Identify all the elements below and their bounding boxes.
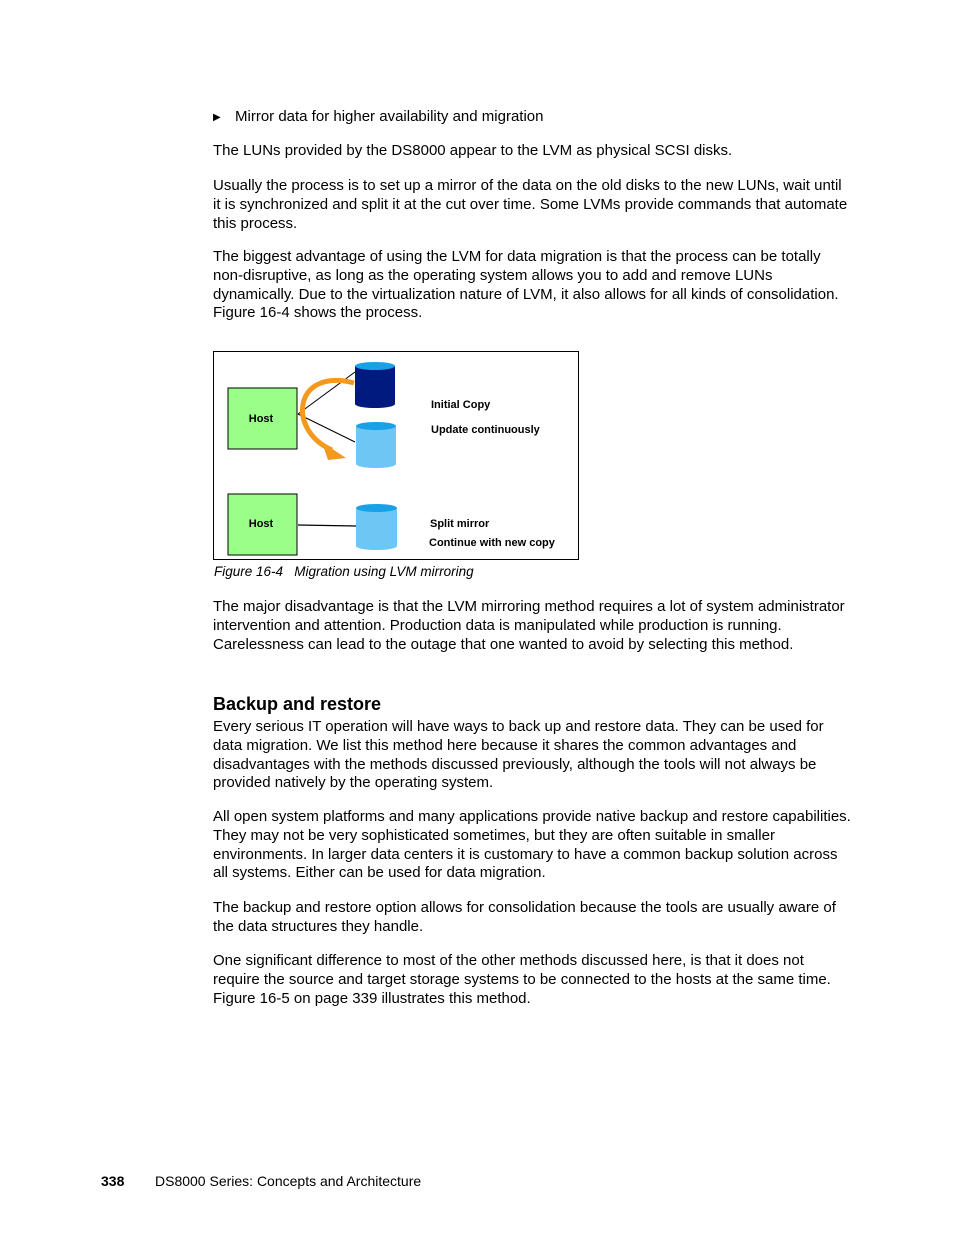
disk-source-dark-icon (355, 362, 395, 408)
copy-arrow-head-icon (322, 442, 346, 460)
host-label-bottom: Host (248, 518, 274, 530)
host-label-top: Host (248, 413, 274, 425)
paragraph-luns: The LUNs provided by the DS8000 appear to the LVM as physical SCSI disks. (213, 142, 733, 159)
label-split-mirror: Split mirror (430, 518, 490, 530)
book-title: DS8000 Series: Concepts and Architecture (155, 1173, 422, 1189)
paragraph-consolidation: The backup and restore option allows for consolidation because the tools are usually aware of the data structures they handle. (213, 899, 836, 935)
section-heading-backup-restore: Backup and restore (213, 694, 382, 714)
label-initial-copy: Initial Copy (431, 399, 491, 411)
figure-diagram (214, 352, 580, 561)
bullet-text: Mirror data for higher availability and migration (235, 108, 544, 125)
copy-arrow (302, 380, 354, 450)
figure-lvm-mirroring (213, 351, 579, 560)
label-update-continuously: Update continuously (431, 424, 540, 436)
page-number: 338 (101, 1173, 125, 1189)
paragraph-disadvantage: The major disadvantage is that the LVM mirroring method requires a lot of system administrator intervention and attention. Production data is manipulated while production is running. Carelessness can lead to the outage that one wanted to avoid by selecting this method. (213, 598, 845, 653)
bullet-triangle-icon: ▶ (213, 112, 221, 123)
paragraph-difference: One significant difference to most of the other methods discussed here, is that it does not require the source and target storage systems to be connected to the hosts at the same time. Figure 16-5 on page 339 illustrates this method. (213, 952, 831, 1007)
paragraph-mirror-process: Usually the process is to set up a mirror of the data on the old disks to the new LUNs, wait until it is synchronized and split it at the cut over time. Some LVMs provide commands that automate this process. (213, 177, 848, 232)
paragraph-native-backup: All open system platforms and many applications provide native backup and restore capabilities. They may not be very sophisticated sometimes, but they are often suitable in smaller environments. In larger data centers it is customary to have a common backup solution across all systems. Either can be used for data migration. (213, 808, 851, 882)
figure-caption: Figure 16-4 Migration using LVM mirroring (214, 564, 474, 579)
disk-new-copy-icon (356, 504, 397, 550)
connector-line-bottom (298, 525, 356, 526)
label-continue-new-copy: Continue with new copy (429, 537, 555, 549)
disk-target-light-icon (356, 422, 396, 468)
paragraph-backup-intro: Every serious IT operation will have ways to back up and restore data. They can be used for data migration. We list this method here because it shares the common advantages and disadvantages with the methods discussed previously, although the tools will not always be provided natively by the operating system. (213, 718, 824, 792)
bullet-item (213, 108, 543, 128)
paragraph-advantage: The biggest advantage of using the LVM for data migration is that the process can be totally non-disruptive, as long as the operating system allows you to add and remove LUNs dynamically. Due to the virtualization nature of LVM, it also allows for all kinds of consolidation. Figure 16-4 shows the process. (213, 248, 839, 322)
